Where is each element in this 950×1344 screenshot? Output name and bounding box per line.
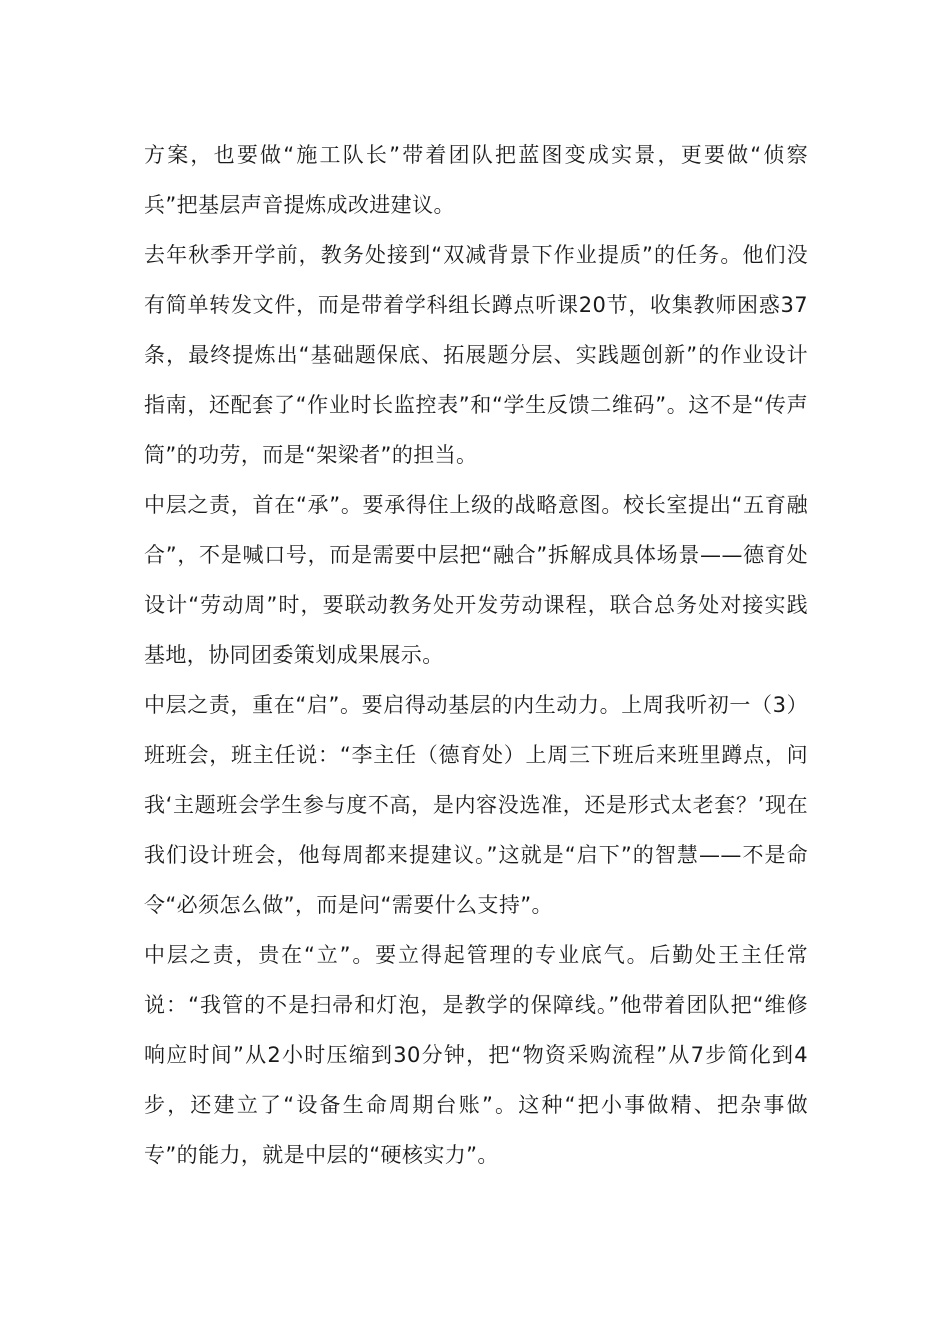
paragraph-4: 中层之责，重在“启”。要启得动基层的内生动力。上周我听初一（3）班班会，班主任说：“李主任（德育处）上周三下班后来班里蹲点，问我‘主题班会学生参与度不高，是内容没选准，还是形式太老套？’现在我们设计班会，他每周都来提建议。”这就是“启下”的智慧——不是命令“必须怎么做”，而是问“需要什么支持”。: [144, 693, 808, 917]
paragraph-2: 去年秋季开学前，教务处接到“双减背景下作业提质”的任务。他们没有简单转发文件，而是带着学科组长蹲点听课20节，收集教师困惑37条，最终提炼出“基础题保底、拓展题分层、实践题创新”的作业设计指南，还配套了“作业时长监控表”和“学生反馈二维码”。这不是“传声筒”的功劳，而是“架梁者”的担当。: [144, 243, 808, 467]
document-body: [144, 130, 808, 1180]
paragraph-1: 方案，也要做“施工队长”带着团队把蓝图变成实景，更要做“侦察兵”把基层声音提炼成改进建议。: [144, 143, 808, 217]
paragraph-5: 中层之责，贵在“立”。要立得起管理的专业底气。后勤处王主任常说：“我管的不是扫帚和灯泡，是教学的保障线。”他带着团队把“维修响应时间”从2小时压缩到30分钟，把“物资采购流程”从7步简化到4步，还建立了“设备生命周期台账”。这种“把小事做精、把杂事做专”的能力，就是中层的“硬核实力”。: [144, 943, 808, 1167]
paragraph-3: 中层之责，首在“承”。要承得住上级的战略意图。校长室提出“五育融合”，不是喊口号，而是需要中层把“融合”拆解成具体场景——德育处设计“劳动周”时，要联动教务处开发劳动课程，联合总务处对接实践基地，协同团委策划成果展示。: [144, 493, 808, 667]
